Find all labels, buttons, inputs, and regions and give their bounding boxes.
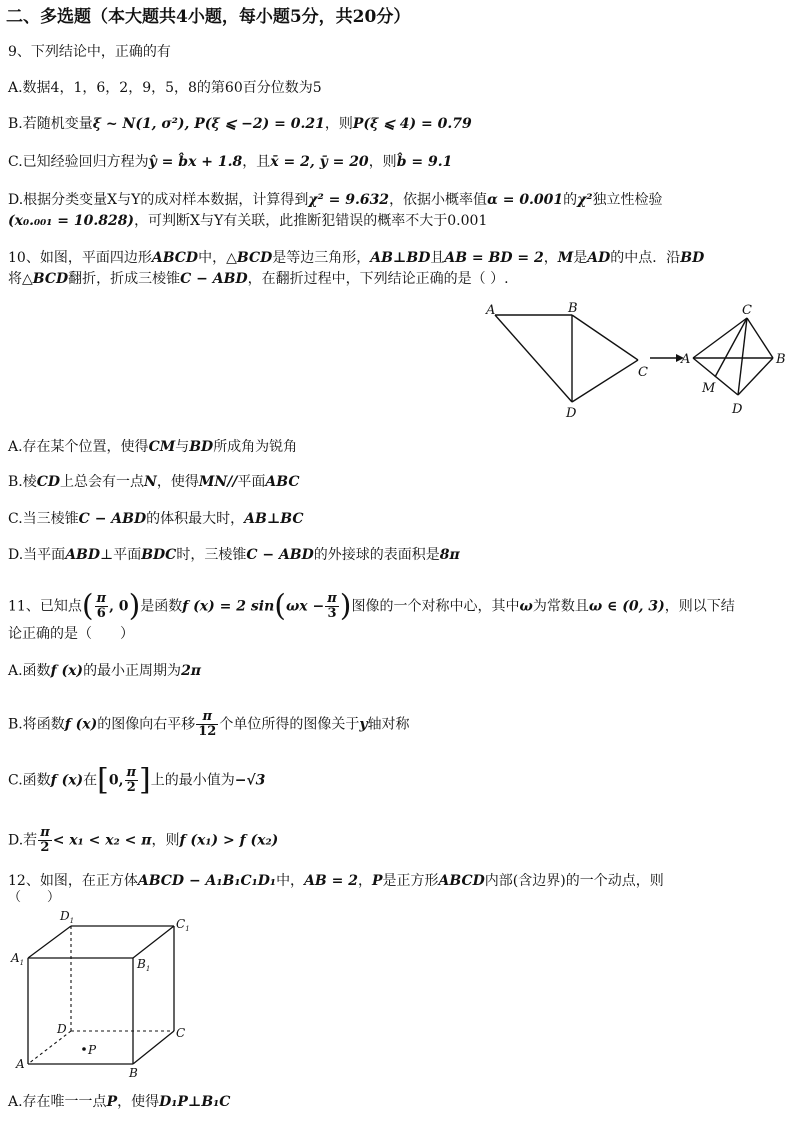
q12-label-b1: $B_1$ [137,957,151,973]
q12-label-a: A [16,1057,25,1071]
q10-fig3d-label-m: M [702,381,716,396]
q10-fig3d-label-b: B [776,352,786,367]
q9-option-d-line1: D.根据分类变量X与Y的成对样本数据，计算得到χ² = 9.632，依据小概率值α = 0.001的χ²独立性检验 [8,192,663,208]
q12-label-b: B [129,1066,138,1078]
q9-stem: 9、下列结论中，正确的有 [8,44,171,60]
q10-figure [480,300,790,425]
q10-fig3d-label-a: A [681,352,691,367]
q10-stem-line2: 将△BCD翻折，折成三棱锥C − ABD，在翻折过程中，下列结论正确的是（ ）. [8,271,509,287]
q10-fig-label-d: D [566,406,577,421]
q11-pi-over-6: $\frac{\pi}{6}$ [96,591,107,621]
q9-option-c: C.已知经验回归方程为ŷ = b̂x + 1.8，且x̄ = 2, ȳ = 20，则b̂ = 9.1 [8,154,453,170]
q10-option-c: C.当三棱锥C − ABD的体积最大时，AB⊥BC [8,511,304,527]
q11-option-c: C.函数f (x)在[0, $\frac{\pi}{2}$ ]上的最小值为−√3 [8,762,266,798]
q10-fig-label-a: A [486,303,496,318]
q10-fig3d-label-d: D [732,402,743,417]
q12-option-a: A.存在唯一一点P，使得D₁P⊥B₁C [8,1094,231,1110]
q12-label-d1: $D_1$ [60,909,75,925]
section-title: 二、多选题（本大题共4小题，每小题5分，共20分） [6,7,411,27]
q12-stem-line1: 12、如图，在正方体ABCD − A₁B₁C₁D₁中，AB = 2，P是正方形ABCD内部(含边界)的一个动点，则 [8,873,664,889]
q11-d-pi-over-2: $\frac{\pi}{2}$ [40,825,50,855]
q11-pi-over-12: $\frac{\pi}{12}$ [198,709,217,739]
q11-stem-line1: 11、已知点( $\frac{\pi}{6}$ , 0)是函数f (x) = 2 sin(ωx − $\frac{\pi}{3}$ )图像的一个对称中心，其中ω为常数且ω ∈ (0, 3)，则以下结 [8,588,735,624]
q12-stem-line2: （ ） [8,890,61,905]
q11-option-d: D.若 $\frac{\pi}{2}$ < x₁ < x₂ < π，则f (x₁) > f (x₂) [8,825,279,855]
q11-pi-over-2: $\frac{\pi}{2}$ [126,765,137,795]
q12-label-a1: $A_1$ [11,951,25,967]
q12-label-p: P [88,1043,97,1057]
q11-option-a: A.函数f (x)的最小正周期为2π [8,663,202,679]
q12-label-c1: $C_1$ [176,917,190,933]
q10-fig3d-label-c: C [742,303,752,318]
q10-fig-label-b: B [568,301,578,316]
q10-stem-line1: 10、如图，平面四边形ABCD中，△BCD是等边三角形，AB⊥BD且AB = BD = 2，M是AD的中点．沿BD [8,250,705,266]
q12-label-c: C [176,1026,186,1040]
q11-option-b: B.将函数f (x)的图像向右平移 $\frac{\pi}{12}$ 个单位所得的图像关于y轴对称 [8,709,410,739]
q10-option-a: A.存在某个位置，使得CM与BD所成角为锐角 [8,439,298,455]
q10-option-b: B.棱CD上总会有一点N，使得MN//平面ABC [8,474,300,490]
q11-pi-over-3: $\frac{\pi}{3}$ [327,591,337,621]
q10-option-d: D.当平面ABD⊥平面BDC时，三棱锥C − ABD的外接球的表面积是8π [8,547,460,563]
q9-option-b: B.若随机变量ξ ~ N(1, σ²), P(ξ ⩽ −2) = 0.21，则P(ξ ⩽ 4) = 0.79 [8,116,472,132]
q12-label-d: D [57,1022,67,1036]
q9-option-d-line2: (x₀.₀₀₁ = 10.828)，可判断X与Y有关联，此推断犯错误的概率不大于0.001 [8,213,488,229]
q12-cube-figure [8,906,208,1078]
q9-option-a: A.数据4，1，6，2，9，5，8的第60百分位数为5 [8,80,322,96]
q10-fig-label-c: C [638,365,648,380]
q11-stem-line2: 论正确的是（ ） [8,626,134,642]
